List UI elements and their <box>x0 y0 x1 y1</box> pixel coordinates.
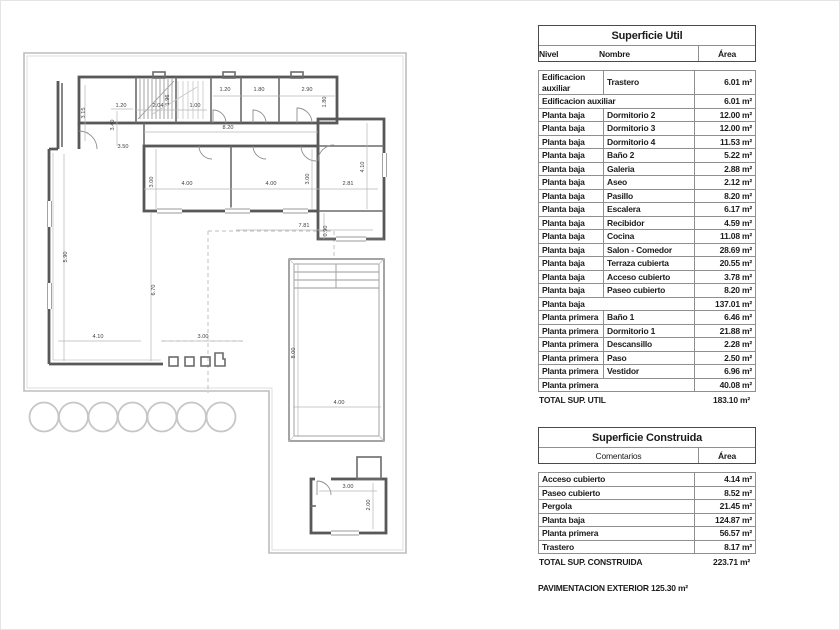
total-value: 183.10 m² <box>713 395 750 405</box>
total-label: TOTAL SUP. CONSTRUIDA <box>539 557 643 567</box>
dimension-label: 2.04 <box>152 103 164 109</box>
dimension-label: 4.00 <box>265 181 277 187</box>
table-row: Planta baja Cocina 11.08 m² <box>539 230 756 244</box>
table-row: Planta baja Paseo cubierto 8.20 m² <box>539 284 756 298</box>
pavimentacion-exterior-note: PAVIMENTACION EXTERIOR 125.30 m² <box>538 583 688 593</box>
table-row: Edificacion auxiliar Trastero 6.01 m² <box>539 71 756 95</box>
table-row: Acceso cubierto 4.14 m² <box>539 473 756 487</box>
table-row: Planta baja Salon - Comedor 28.69 m² <box>539 243 756 257</box>
table-row: Planta primera Vestidor 6.96 m² <box>539 365 756 379</box>
table-title: Superficie Util <box>539 26 755 46</box>
table-row: Planta baja Dormitorio 4 11.53 m² <box>539 135 756 149</box>
superficie-util-body <box>538 70 756 392</box>
dimension-label: 3.50 <box>117 144 129 150</box>
dimension-label: 3.00 <box>197 334 209 340</box>
subtotal-row: Planta baja 137.01 m² <box>539 297 756 311</box>
table-row: Pergola 21.45 m² <box>539 500 756 514</box>
column-header-area: Área <box>698 448 755 463</box>
dimension-label: 2.81 <box>342 181 354 187</box>
dimension-label: 0.90 <box>323 225 329 237</box>
superficie-construida-header <box>538 427 756 464</box>
tree-circle <box>118 403 147 432</box>
dimension-label: 6.70 <box>151 284 157 296</box>
dimension-label: 8.00 <box>291 347 297 359</box>
dimension-label: 2.90 <box>301 87 313 93</box>
dimension-label: 5.90 <box>63 251 69 263</box>
total-sup-util-row <box>538 392 756 405</box>
table-row: Planta baja Recibidor 4.59 m² <box>539 216 756 230</box>
dimension-label: 2.00 <box>366 499 372 511</box>
table-row: Planta primera Baño 1 6.46 m² <box>539 311 756 325</box>
table-row: Planta baja Aseo 2.12 m² <box>539 176 756 190</box>
table-row: Planta baja Terraza cubierta 20.55 m² <box>539 257 756 271</box>
house-walls <box>46 72 388 366</box>
tree-circle <box>177 403 206 432</box>
tree-circle <box>59 403 88 432</box>
area-tables-panel <box>538 25 756 593</box>
dashed-terrace-lines <box>161 231 334 393</box>
trastero-outbuilding <box>311 457 386 537</box>
dimension-label: 1.96 <box>165 94 171 106</box>
dimension-label: 3.00 <box>305 173 311 185</box>
dimension-label: 1.80 <box>253 87 265 93</box>
total-value: 223.71 m² <box>713 557 750 567</box>
table-row: Planta baja Acceso cubierto 3.78 m² <box>539 270 756 284</box>
dimension-label: 4.00 <box>333 400 345 406</box>
dimension-label: 4.10 <box>92 334 104 340</box>
dimension-label: 8.20 <box>222 125 234 131</box>
table-row: Planta primera 56.57 m² <box>539 527 756 541</box>
dimension-label: 7.81 <box>298 223 310 229</box>
table-row: Planta baja Dormitorio 2 12.00 m² <box>539 108 756 122</box>
tree-circles <box>30 403 236 432</box>
table-row: Planta primera Dormitorio 1 21.88 m² <box>539 324 756 338</box>
tree-circle <box>207 403 236 432</box>
total-label: TOTAL SUP. UTIL <box>539 395 606 405</box>
column-header-row <box>539 448 755 463</box>
column-header-area: Área <box>698 46 755 61</box>
subtotal-row: Planta primera 40.08 m² <box>539 378 756 392</box>
dimension-label: 4.00 <box>181 181 193 187</box>
tree-circle <box>30 403 59 432</box>
column-header-nombre: Nombre <box>599 49 630 59</box>
table-row: Planta baja Galeria 2.88 m² <box>539 162 756 176</box>
total-sup-construida-row <box>538 554 756 567</box>
dimension-label: 4.10 <box>360 161 366 173</box>
table-row: Planta baja 124.87 m² <box>539 513 756 527</box>
pool <box>289 259 384 441</box>
dimension-label: 3.40 <box>110 119 116 131</box>
tree-circle <box>89 403 118 432</box>
superficie-util-header <box>538 25 756 62</box>
table-row: Trastero 8.17 m² <box>539 540 756 554</box>
superficie-construida-body <box>538 472 756 554</box>
dimension-label: 1.20 <box>219 87 231 93</box>
table-title: Superficie Construida <box>539 428 755 448</box>
table-row: Planta baja Escalera 6.17 m² <box>539 203 756 217</box>
table-row: Paseo cubierto 8.52 m² <box>539 486 756 500</box>
column-header-row <box>539 46 755 61</box>
dimension-label: 1.00 <box>189 103 201 109</box>
dimension-lines <box>58 85 381 529</box>
dimension-label: 1.20 <box>115 103 127 109</box>
dimension-label: 3.15 <box>81 107 87 119</box>
column-header-nivel: Nivel <box>539 49 559 59</box>
superficie-util-table <box>538 25 756 405</box>
dimension-labels <box>63 87 372 510</box>
table-row: Planta baja Baño 2 5.22 m² <box>539 149 756 163</box>
dimension-label: 3.00 <box>342 484 354 490</box>
dimension-label: 3.00 <box>149 176 155 188</box>
table-row: Planta baja Pasillo 8.20 m² <box>539 189 756 203</box>
tree-circle <box>148 403 177 432</box>
dimension-label: 1.80 <box>322 96 328 108</box>
subtotal-row: Edificacion auxiliar 6.01 m² <box>539 95 756 109</box>
floor-plan-svg <box>1 1 531 630</box>
superficie-construida-table <box>538 427 756 567</box>
table-row: Planta primera Descansillo 2.28 m² <box>539 338 756 352</box>
column-header-comentarios: Comentarios <box>595 451 642 461</box>
table-row: Planta primera Paso 2.50 m² <box>539 351 756 365</box>
table-row: Planta baja Dormitorio 3 12.00 m² <box>539 122 756 136</box>
